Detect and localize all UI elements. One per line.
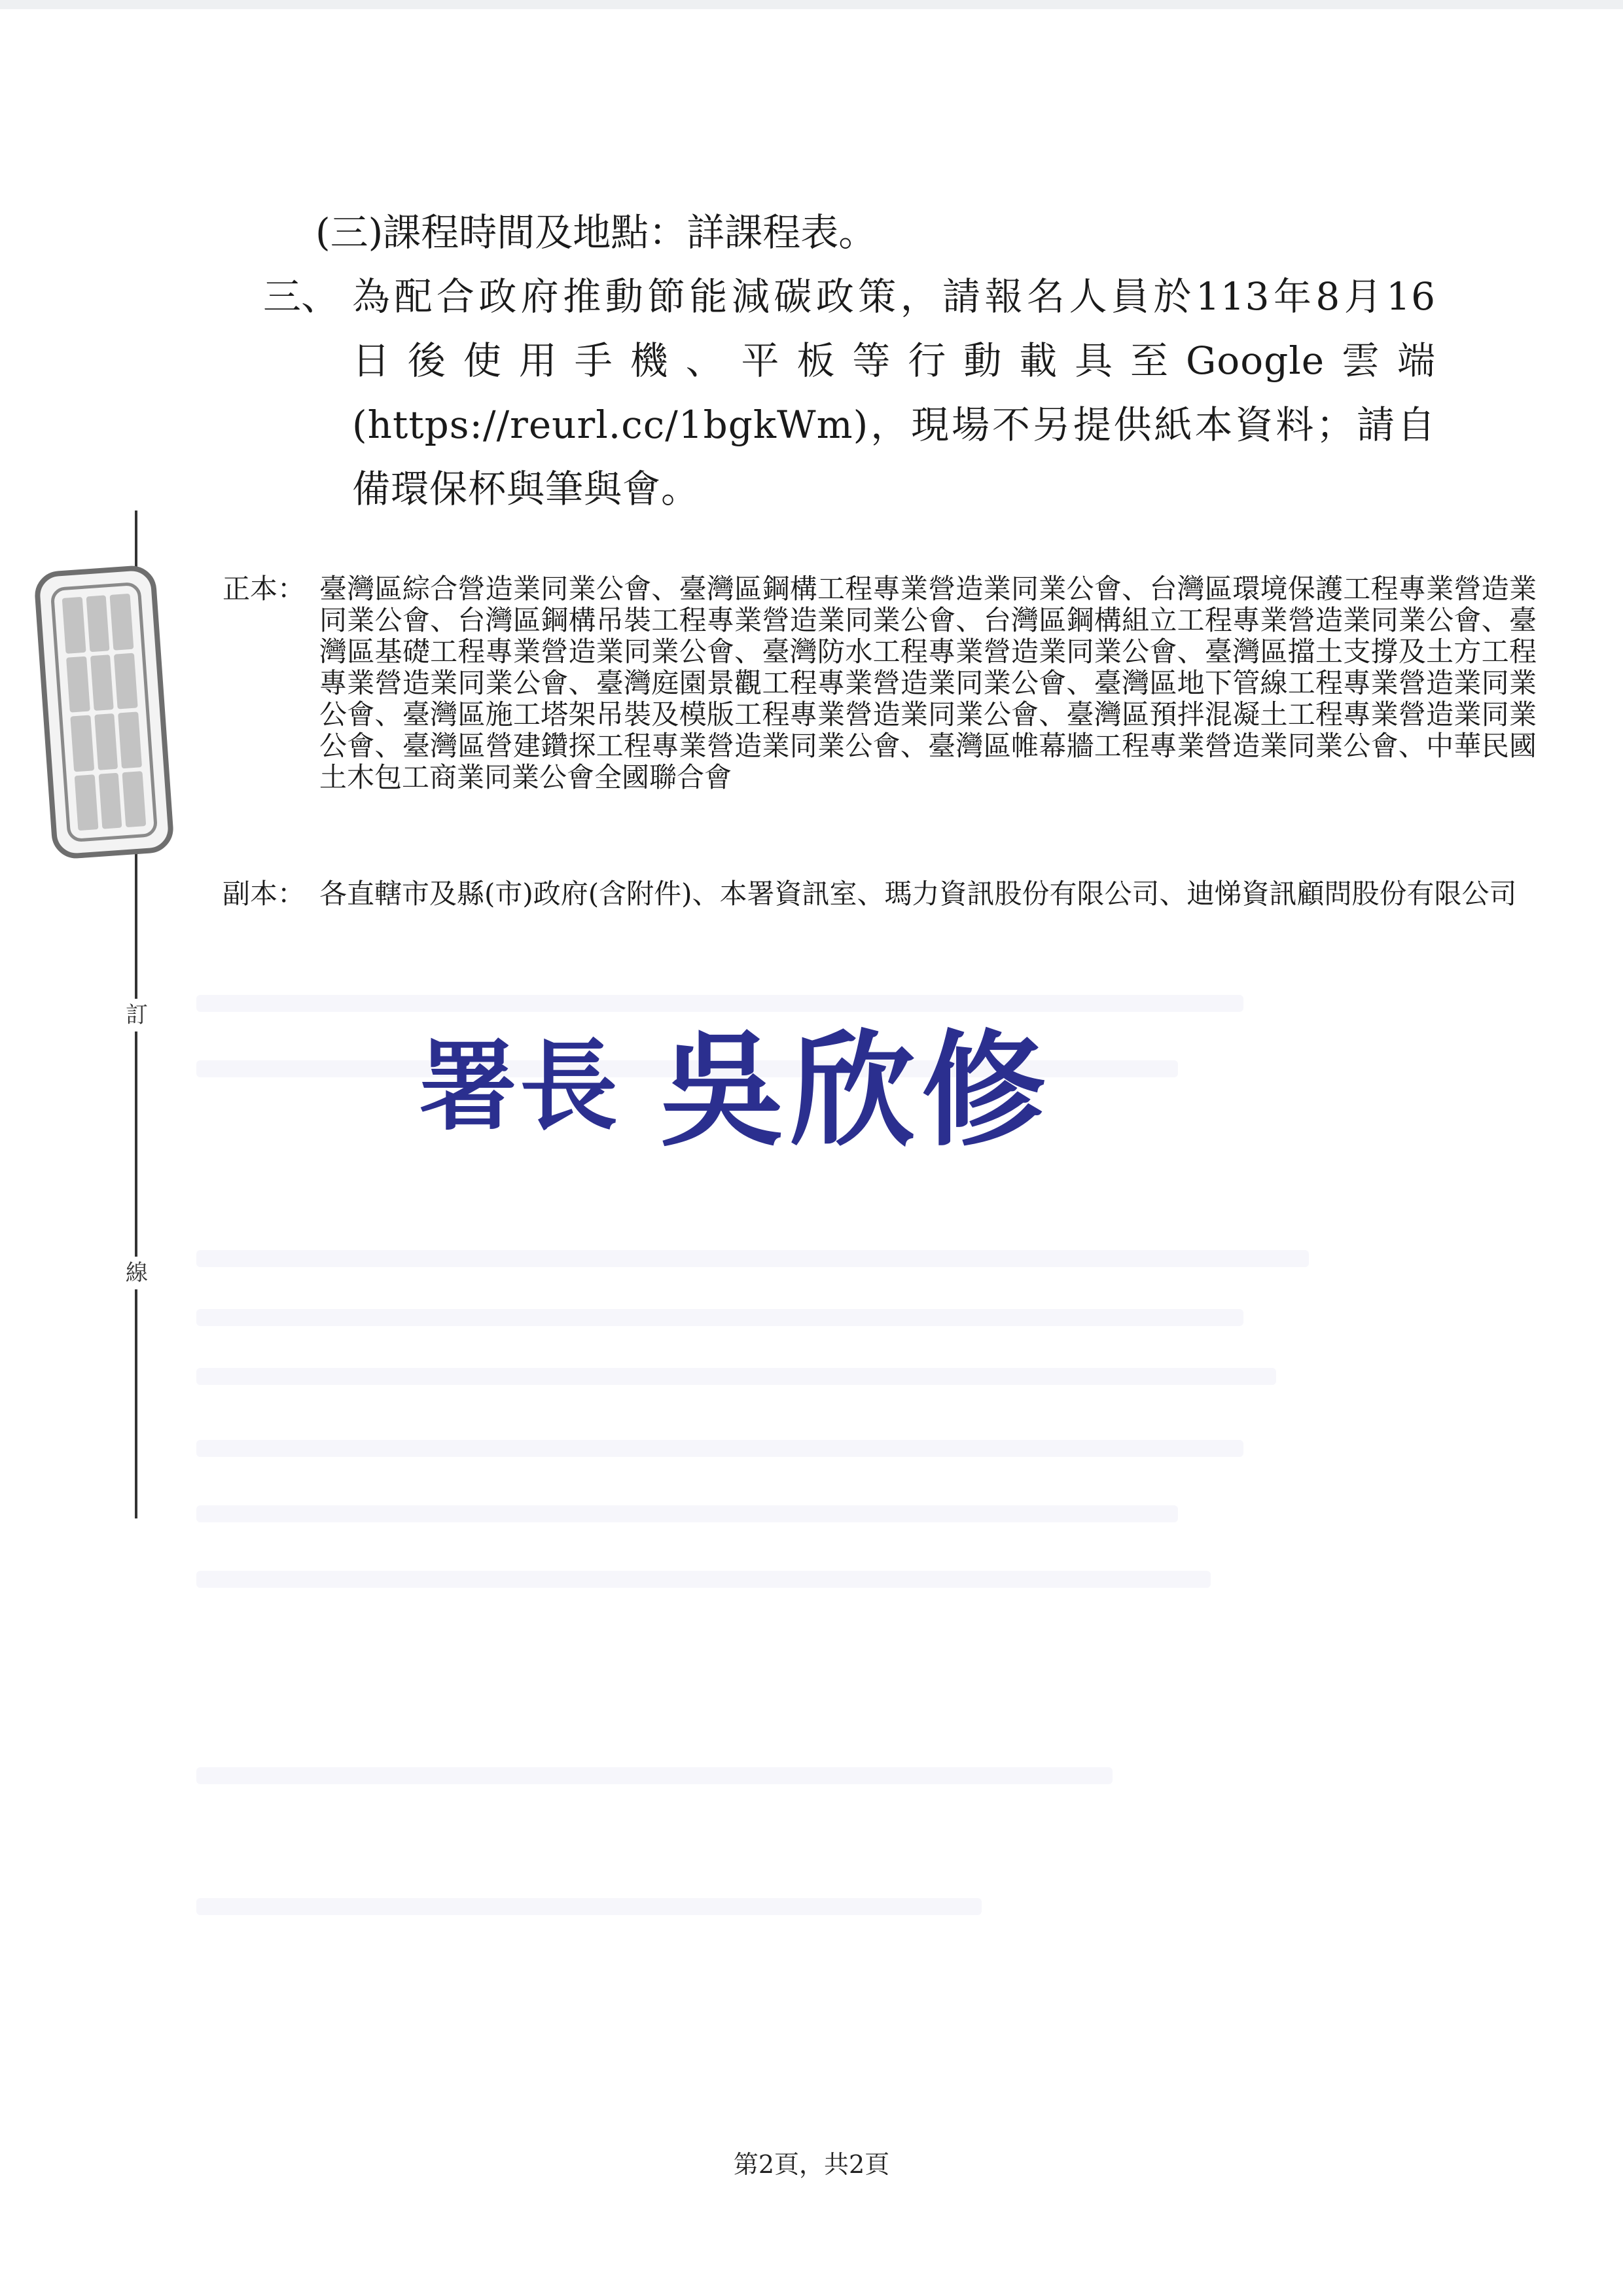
binding-char-ding: 訂: [123, 999, 151, 1031]
bleed-through-line: [196, 1440, 1243, 1457]
seal-glyph: [66, 656, 90, 712]
official-seal-stamp: [33, 564, 175, 860]
seal-glyph: [114, 653, 137, 709]
bleed-through-line: [196, 1368, 1276, 1385]
seal-glyph: [122, 771, 146, 827]
section-3-text: [352, 264, 1436, 521]
seal-glyph: [90, 655, 114, 711]
director-signature: [419, 1008, 1052, 1169]
bleed-through-line: [196, 1898, 982, 1915]
seal-glyph: [75, 774, 98, 831]
seal-glyph: [62, 597, 86, 653]
seal-glyph: [86, 595, 109, 651]
seal-inner-border: [50, 582, 158, 843]
bleed-through-line: [196, 1309, 1243, 1326]
scan-top-edge: [0, 0, 1623, 9]
bleed-through-line: [196, 1571, 1211, 1588]
signature-name: 吳欣修: [660, 1017, 1053, 1163]
bleed-through-line: [196, 1250, 1309, 1267]
seal-glyph: [98, 772, 122, 829]
recipients-main-label: 正本：: [223, 573, 306, 605]
seal-glyph: [110, 594, 134, 650]
recipients-cc-label: 副本：: [223, 878, 306, 910]
section-3-number: 三、: [263, 274, 340, 319]
section-3-line-3: (https://reurl.cc/1bgkWm)，現場不另提供紙本資料；請自: [352, 403, 1436, 447]
bleed-through-line: [196, 1767, 1113, 1784]
page-number-footer: 第2頁，共2頁: [733, 2150, 890, 2179]
recipients-main-list: 臺灣區綜合營造業同業公會、臺灣區鋼構工程專業營造業同業公會、台灣區環境保護工程專業營造業同業公會、台灣區鋼構吊裝工程專業營造業同業公會、台灣區鋼構組立工程專業營造業同業公會、臺灣區基礎工程專業營造業同業公會、臺灣防水工程專業營造業同業公會、臺灣區擋土支撐及土方工程專業營造業同業公會、臺灣庭園景觀工程專業營造業同業公會、臺灣區地下管線工程專業營造業同業公會、臺灣區施工塔架吊裝及模版工程專業營造業同業公會、臺灣區預拌混凝土工程專業營造業同業公會、臺灣區營建鑽探工程專業營造業同業公會、臺灣區帷幕牆工程專業營造業同業公會、中華民國土木包工商業同業公會全國聯合會: [319, 573, 1537, 793]
seal-glyph: [94, 713, 118, 770]
section-3-line-1: 為配合政府推動節能減碳政策，請報名人員於113年8月16: [352, 274, 1436, 319]
section-3-line-4: 備環保杯與筆與會。: [352, 467, 700, 511]
binding-char-xian: 線: [123, 1257, 151, 1289]
section-3-line-2: 日後使用手機、平板等行動載具至Google雲端: [352, 338, 1436, 383]
recipients-cc-list: 各直轄市及縣(市)政府(含附件)、本署資訊室、瑪力資訊股份有限公司、迪悌資訊顧問股份有限公司: [319, 878, 1517, 910]
item-3-course-time: (三)課程時間及地點：詳課程表。: [315, 210, 877, 255]
signature-title: 署長: [419, 1029, 621, 1144]
bleed-through-line: [196, 1505, 1178, 1522]
seal-glyph: [70, 715, 94, 771]
seal-glyph: [118, 711, 141, 768]
